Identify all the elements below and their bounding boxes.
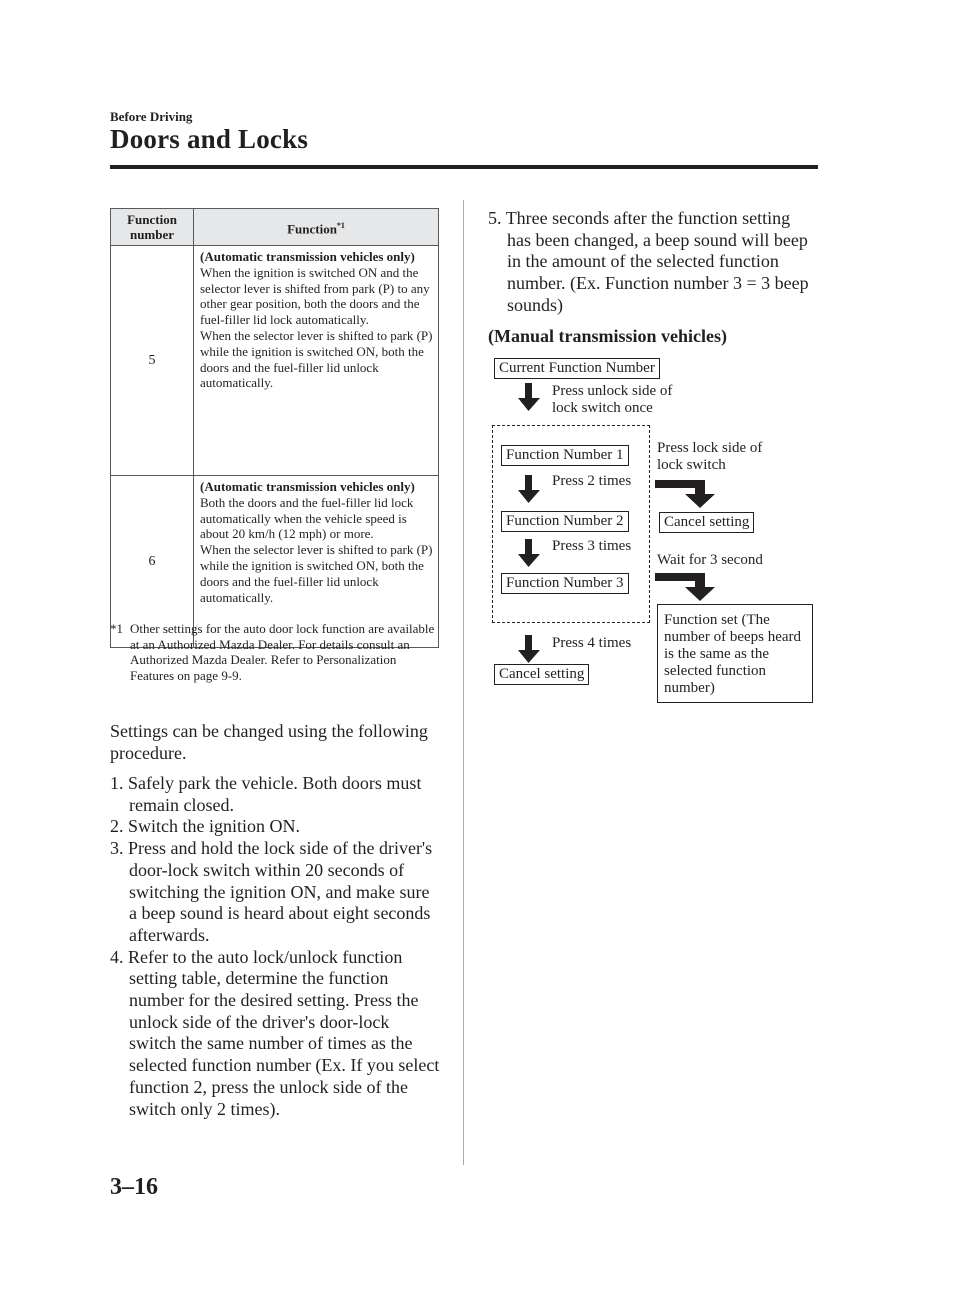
step-number: 5. <box>488 208 502 228</box>
list-item <box>110 773 440 816</box>
down-arrow-icon <box>518 383 550 413</box>
wait-label: Wait for 3 second <box>657 552 763 568</box>
row-number: 6 <box>111 476 194 648</box>
press-4-label: Press 4 times <box>552 635 632 651</box>
table-row <box>111 246 439 476</box>
list-item <box>110 947 440 1121</box>
function-set-box: Function set (The number of beeps heard is the same as the selected function number) <box>657 604 813 703</box>
procedure-steps-continued <box>488 208 818 317</box>
row-number: 5 <box>111 246 194 476</box>
procedure-steps <box>110 773 440 1120</box>
down-arrow-icon <box>518 475 550 505</box>
current-function-box: Current Function Number <box>494 358 660 379</box>
list-item <box>110 816 440 838</box>
section-label: Before Driving <box>110 109 193 124</box>
list-item <box>110 838 440 947</box>
title-rule <box>110 165 818 169</box>
down-arrow-icon <box>518 539 550 569</box>
press-unlock-label: Press unlock side of lock switch once <box>552 383 673 416</box>
press-lock-label: Press lock side of lock switch <box>657 440 763 473</box>
row-text: When the ignition is switched ON and the selector lever is shifted from park (P) to any other gear position, both the doors and the fuel-filler lid lock automatically. When the selector lever is shifted to park (P) while the ignition is switched ON, both the doors and the fuel-filler lid unlock automatically. <box>200 264 433 391</box>
manual-transmission-heading: (Manual transmission vehicles) <box>488 326 728 346</box>
press-2-label: Press 2 times <box>552 473 632 489</box>
step-number: 2. <box>110 816 124 837</box>
down-arrow-icon <box>518 635 550 665</box>
cancel-setting-left-box: Cancel setting <box>494 664 589 685</box>
header-function-number: Function number <box>111 209 194 246</box>
right-down-arrow-icon <box>655 573 719 603</box>
function-number-3-box: Function Number 3 <box>501 573 629 594</box>
function-number-2-box: Function Number 2 <box>501 511 629 532</box>
header-function <box>194 209 439 246</box>
step-text: Switch the ignition ON. <box>128 816 300 837</box>
cancel-setting-right-box: Cancel setting <box>659 512 754 533</box>
page-number: 3–16 <box>110 1174 158 1200</box>
press-3-label: Press 3 times <box>552 538 632 554</box>
header-function-sup: *1 <box>336 220 345 230</box>
right-down-arrow-icon <box>655 480 719 510</box>
step-number: 1. <box>110 773 124 793</box>
row-condition: (Automatic transmission vehicles only) <box>200 249 415 264</box>
header-function-label: Function <box>287 221 337 237</box>
footnote <box>110 621 440 683</box>
step-number: 4. <box>110 946 124 967</box>
page-title: Doors and Locks <box>110 124 309 154</box>
step-text: Press and hold the lock side of the driver's door-lock switch within 20 seconds of switching the ignition ON, and make sure a beep sound is heard about eight seconds afterwards. <box>128 838 433 945</box>
intro-paragraph: Settings can be changed using the following procedure. <box>110 721 428 763</box>
footnote-text: Other settings for the auto door lock function are available at an Authorized Mazda Dealer. For details consult an Authorized Mazda Dealer. Refer to Personalization Features on page 9-9. <box>130 621 435 683</box>
column-divider <box>463 200 464 1165</box>
table-header-row <box>111 209 439 246</box>
row-description <box>194 246 439 476</box>
list-item <box>488 208 818 317</box>
function-number-1-box: Function Number 1 <box>501 445 629 466</box>
row-text: Both the doors and the fuel-filler lid lock automatically when the vehicle speed is about 20 km/h (12 mph) or more. When the selector lever is shifted to park (P) while the ignition is switched ON, both the doors and the fuel-filler lid unlock automatically. <box>200 494 433 605</box>
step-number: 3. <box>110 838 124 859</box>
footnote-mark: *1 <box>110 621 123 636</box>
step-text: Refer to the auto lock/unlock function setting table, determine the function number for the desired setting. Press the unlock side of the driver's door-lock switch the same number of times as the selected function number (Ex. If you select function 2, press the unlock side of the switch only 2 times). <box>128 946 440 1119</box>
step-text: Safely park the vehicle. Both doors must remain closed. <box>128 773 422 815</box>
function-table <box>110 208 439 648</box>
step-text: Three seconds after the function setting has been changed, a beep sound will beep in the amount of the selected function number. (Ex. Function number 3 = 3 beep sounds) <box>505 208 809 315</box>
row-condition: (Automatic transmission vehicles only) <box>200 479 415 494</box>
